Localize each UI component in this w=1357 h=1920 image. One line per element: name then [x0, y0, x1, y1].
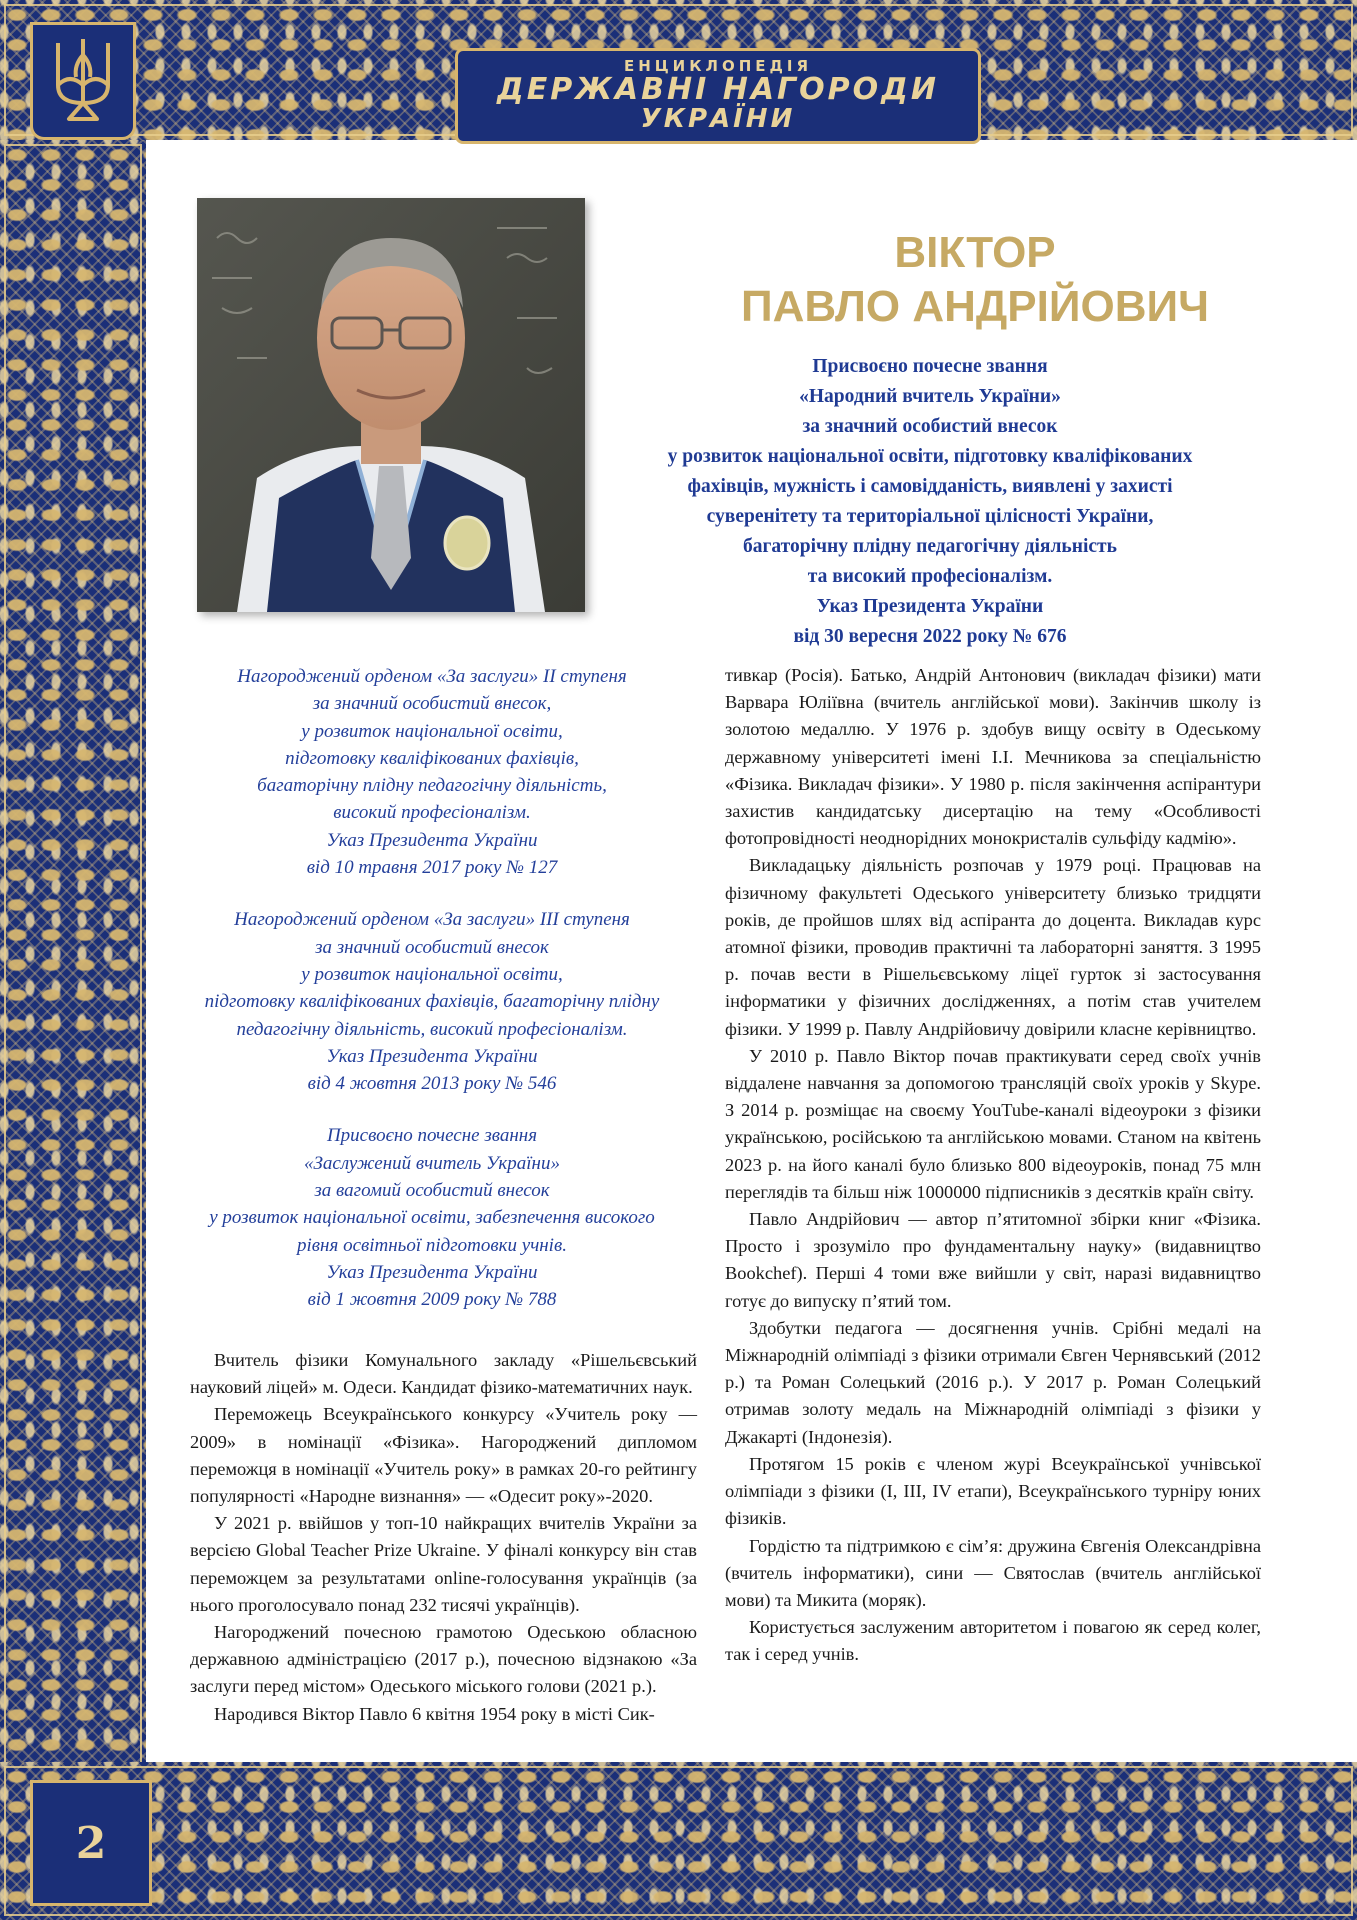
bio-paragraph: Користується заслуженим авторитетом і повагою як серед колег, так і серед учнів.: [725, 1617, 1261, 1665]
header-line-1: ЕНЦИКЛОПЕДІЯ: [623, 56, 813, 75]
person-given-names: ПАВЛО АНДРІЙОВИЧ: [740, 282, 1210, 331]
header-line-3: УКРАЇНИ: [640, 103, 796, 134]
bio-paragraph: Здобутки педагога — досягнення учнів. Срібні медалі на Міжнародній олімпіаді з фізики отримали Євген Чернявський (2012 р.) та Роман Солецький (2016 р.). У 2017 р. Роман Солецький отримав золоту медаль на Міжнародній олімпіаді з фізики у Джакарті (Індонезія).: [725, 1317, 1261, 1447]
ornamental-frame-bottom: [0, 1762, 1357, 1920]
award-line: підготовку кваліфікованих фахівців, багаторічну плідну: [204, 991, 660, 1013]
bio-paragraph: У 2010 р. Павло Віктор почав практикувати серед своїх учнів віддалене навчання за допомогою трансляцій своїх уроків у Skype. З 2014 р. розміщає на своєму YouTube-каналі відеоуроки з фізики українською, російською та англійською мовами. Станом на квітень 2023 р. на його каналі було близько 800 відеоуроків, понад 75 млн переглядів та більш ніж 1000000 підписників з десятків країн світу.: [725, 1045, 1261, 1202]
award-line: від 4 жовтня 2013 року № 546: [307, 1073, 557, 1095]
page-number-badge: [30, 1780, 152, 1906]
award-line: за вагомий особистий внесок: [314, 1180, 550, 1202]
bio-paragraph: Викладацьку діяльність розпочав у 1979 році. Працював на фізичному факультеті Одеського університету близько тридцяти років, де пройшов шлях від аспіранта до доцента. Викладав курс атомної фізики, проводив практичні та лабораторні заняття. З 1995 р. почав вести в Рішельєвському ліцеї гурток зі застосування інформатики у фізичних дослідженнях, а потім став учителем фізики. У 1999 р. Павлу Андрійовичу довірили класне керівництво.: [725, 855, 1261, 1039]
award-citation-order-merit-2: [152, 663, 712, 881]
main-award-line: від 30 вересня 2022 року № 676: [793, 626, 1067, 647]
award-line: у розвиток національної освіти,: [301, 963, 563, 985]
award-line: за значний особистий внесок,: [312, 693, 552, 715]
main-award-line: у розвиток національної освіти, підготовку кваліфікованих: [667, 446, 1193, 467]
biography-column-right: [725, 662, 1261, 1669]
award-line: від 10 травня 2017 року № 127: [306, 857, 558, 879]
main-award-line: фахівців, мужність і самовідданість, виявлені у захисті: [687, 476, 1173, 497]
page-number: 2: [75, 1817, 107, 1869]
award-line: Указ Президента України: [326, 1045, 538, 1067]
award-citation-order-merit-3: [152, 906, 712, 1097]
award-line: від 1 жовтня 2009 року № 788: [307, 1289, 557, 1311]
award-line: Указ Президента України: [326, 1261, 538, 1283]
bio-paragraph: Народився Віктор Павло 6 квітня 1954 року в місті Сик-: [214, 1703, 655, 1724]
award-line: багаторічну плідну педагогічну діяльність,: [257, 775, 607, 797]
bio-paragraph: Гордістю та підтримкою є сім’я: дружина Євгенія Олександрівна (вчитель інформатики), сини — Святослав (вчитель англійської мови) та Микита (моряк).: [725, 1535, 1261, 1610]
award-line: за значний особистий внесок: [315, 936, 549, 958]
header-line-2: ДЕРЖАВНІ НАГОРОДИ: [497, 72, 939, 108]
award-line: Нагороджений орденом «За заслуги» ІІІ ступеня: [234, 909, 630, 931]
main-award-line: Присвоєно почесне звання: [812, 356, 1048, 377]
main-award-line: Указ Президента України: [816, 596, 1044, 617]
award-citations: [152, 663, 712, 1339]
award-line: у розвиток національної освіти,: [301, 720, 563, 742]
bio-paragraph: Нагороджений почесною грамотою Одеською обласною державною адміністрацією (2017 р.), почесною відзнакою «За заслуги перед містом» Одеського міського голови (2021 р.).: [190, 1622, 697, 1697]
award-line: підготовку кваліфікованих фахівців,: [285, 747, 579, 769]
ornamental-frame-left: [0, 140, 146, 1780]
main-award-line: суверенітету та територіальної цілісності України,: [706, 506, 1154, 527]
biography-column-left: [190, 1347, 697, 1728]
portrait-photo: [197, 198, 585, 612]
main-award-citation: [620, 352, 1240, 652]
award-line: «Заслужений вчитель України»: [304, 1152, 560, 1174]
trident-icon: [30, 22, 136, 140]
award-line: Указ Президента України: [326, 829, 538, 851]
bio-paragraph: Павло Андрійович — автор п’ятитомної збірки книг «Фізика. Просто і зрозуміло про фундаментальну науку» (видавництво Bookchef). Перші 4 томи вже вийшли у світ, наразі видавництво готує до випуску п’ятий том.: [725, 1209, 1261, 1311]
encyclopedia-title-plaque: [455, 48, 981, 144]
bio-paragraph: Протягом 15 років є членом журі Всеукраїнської учнівської олімпіади з фізики (І, ІІІ, ІV етапи), Всеукраїнського турніру юних фізиків.: [725, 1453, 1261, 1529]
award-line: високий професіоналізм.: [333, 802, 531, 824]
main-award-line: «Народний вчитель України»: [799, 386, 1061, 407]
bio-paragraph: Переможець Всеукраїнського конкурсу «Учитель року — 2009» в номінації «Фізика». Нагороджений дипломом переможця в номінації «Учитель року» в рамках 20-го рейтингу популярності «Народне визнання» — «Одесит року»-2020.: [190, 1404, 697, 1507]
award-line: у розвиток національної освіти, забезпечення високого: [209, 1207, 655, 1229]
award-line: Нагороджений орденом «За заслуги» ІІ ступеня: [237, 666, 627, 687]
main-award-line: багаторічну плідну педагогічну діяльність: [743, 536, 1117, 557]
main-award-line: та високий професіоналізм.: [807, 566, 1053, 587]
award-line: педагогічну діяльність, високий професіоналізм.: [236, 1018, 628, 1040]
main-award-line: за значний особистий внесок: [802, 416, 1058, 437]
person-name: [640, 226, 1310, 334]
person-surname: ВІКТОР: [894, 228, 1056, 277]
bio-paragraph-continued: тивкар (Росія). Батько, Андрій Антонович (викладач фізики) мати Варвара Юліївна (вчитель англійської мови). Закінчив школу із золотою медаллю. У 1976 р. здобув вищу освіту в Одеському державному університеті імені І.І. Мечникова за спеціальністю «Фізика. Викладач фізики». У 1980 р. після закінчення аспірантури захистив кандидатську дисертацію на тему «Особливості фотопровідності неоднорідних монокристалів сульфіду кадмію».: [725, 665, 1261, 849]
award-line: рівня освітньої підготовки учнів.: [297, 1234, 567, 1256]
bio-paragraph: У 2021 р. ввійшов у топ-10 найкращих вчителів України за версією Global Teacher Prize Ukraine. У фіналі конкурсу він став переможцем за результатами online-голосування українців (за нього проголосувало понад 232 тисячі українців).: [190, 1513, 697, 1615]
award-citation-honored-teacher: [152, 1122, 712, 1313]
bio-paragraph: Вчитель фізики Комунального закладу «Рішельєвський науковий ліцей» м. Одеси. Кандидат фізико-математичних наук.: [190, 1350, 697, 1398]
award-line: Присвоєно почесне звання: [326, 1125, 538, 1147]
